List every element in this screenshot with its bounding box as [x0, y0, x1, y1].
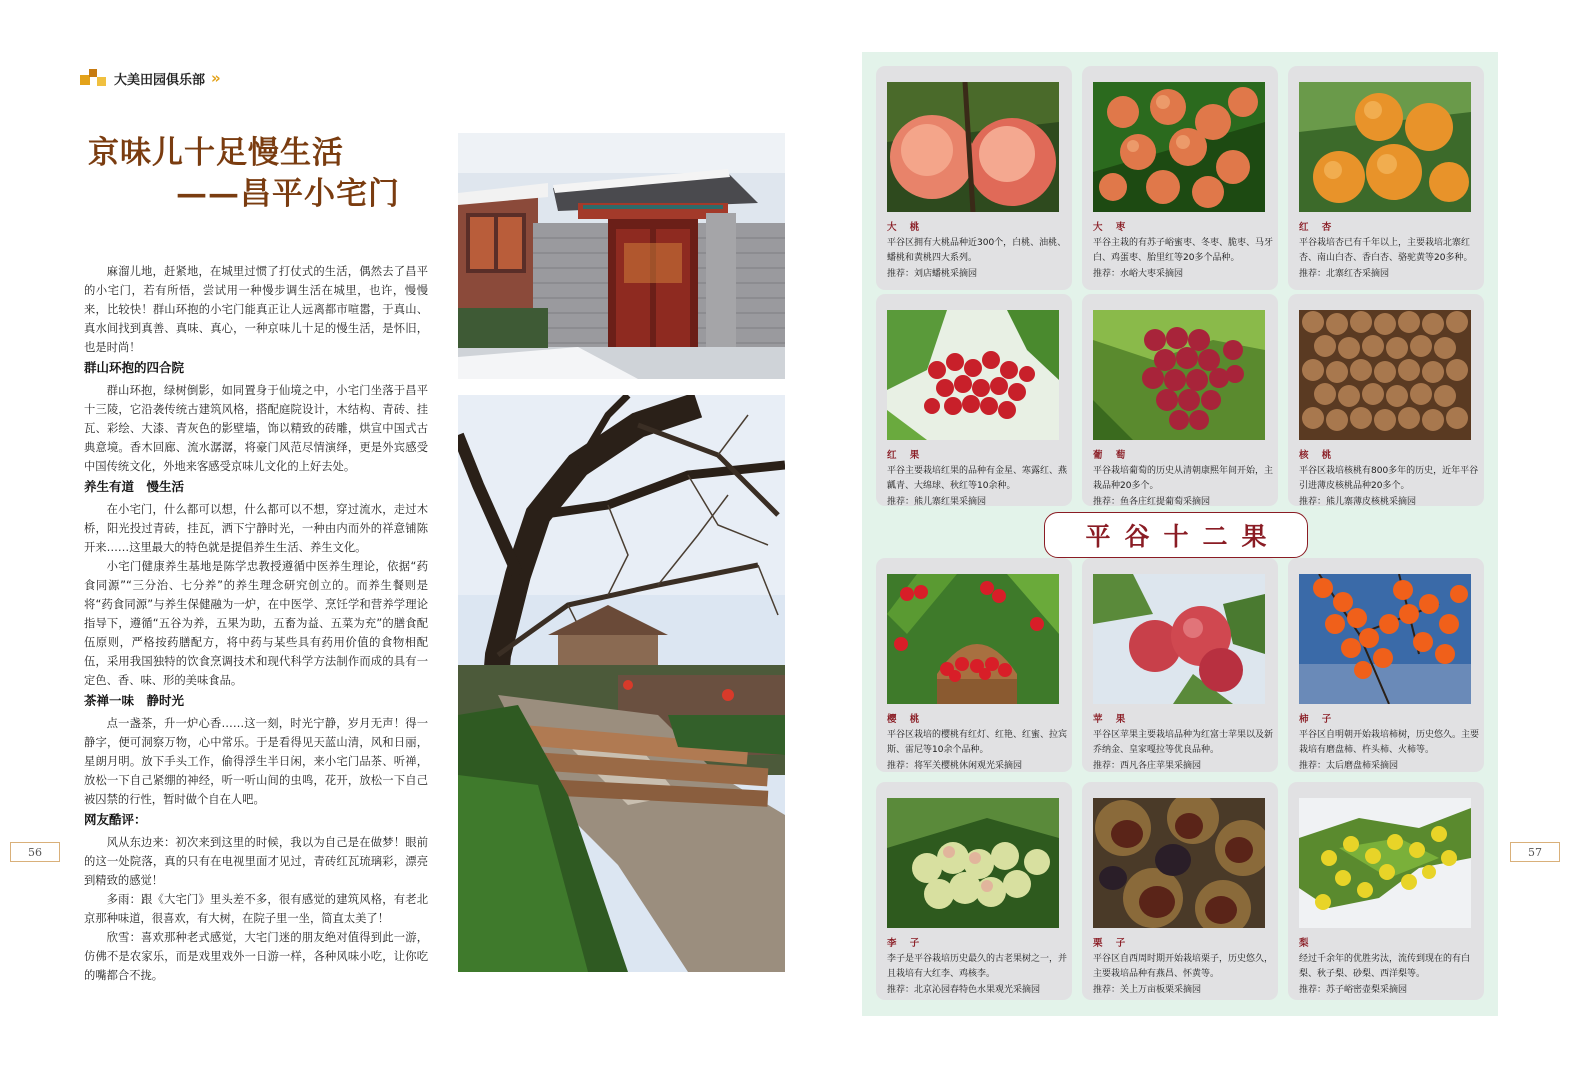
courtyard-gate-photo [458, 133, 785, 379]
section-heading: 群山环抱的四合院 [84, 360, 185, 375]
fruit-description: 平谷栽培葡萄的历史从清朝康熙年间开始，主栽品种20多个。 [1093, 465, 1274, 491]
fruit-name: 梨 [1299, 938, 1314, 949]
cherry-photo-icon [887, 574, 1059, 704]
fruit-description: 平谷区栽培的樱桃有红灯、红艳、红蜜、拉宾斯、雷尼等10余个品种。 [887, 729, 1068, 755]
fruit-card-peach [876, 66, 1072, 290]
apricot-photo-icon [1299, 82, 1471, 212]
fruit-name: 核 桃 [1299, 450, 1337, 461]
fruit-recommendation: 推荐：西凡各庄苹果采摘园 [1093, 760, 1202, 771]
fruit-card-walnut [1288, 294, 1484, 506]
article-title: 京味儿十足慢生活 [88, 135, 344, 171]
fruit-card-cherry [876, 558, 1072, 772]
fruit-recommendation: 推荐：刘店蟠桃采摘园 [887, 268, 978, 279]
section-heading: 茶禅一味 静时光 [84, 693, 185, 708]
page-number-right: 57 [1510, 842, 1560, 862]
peach-photo-icon [887, 82, 1059, 212]
fruit-recommendation: 推荐：太后磨盘柿采摘园 [1299, 760, 1399, 771]
paragraph: 点一盏茶，升一炉心香……这一刻，时光宁静，岁月无声！得一静字，便可洞察万物，心中常乐。于是看得见天蓝山清，风和日丽，星朗月明。放下手头工作，偷得浮生半日闲，来小宅门品茶、听禅，放松一下自己紧绷的神经，听一听山间的虫鸣，花开，放松一下自己被囚禁的行性，暂时做个自在人吧。 [84, 717, 428, 806]
fruit-recommendation: 推荐：水峪大枣采摘园 [1093, 268, 1184, 279]
pear-photo-icon [1299, 798, 1471, 928]
fruit-name: 红 杏 [1299, 222, 1337, 233]
comment-paragraph: 风从东边来：初次来到这里的时候，我以为自己是在做梦！眼前的这一处院落，真的只有在电视里面才见过，青砖红瓦琉璃彩，漂亮到精致的感觉！ [84, 836, 428, 887]
fruit-description: 平谷区拥有大桃品种近300个，白桃、油桃、蟠桃和黄桃四大系列。 [887, 237, 1067, 263]
article-subtitle: ——昌平小宅门 [176, 176, 400, 212]
fruit-recommendation: 推荐：将军关樱桃休闲观光采摘园 [887, 760, 1023, 771]
fruit-card-pear [1288, 782, 1484, 1000]
apple-photo-icon [1093, 574, 1265, 704]
fruit-recommendation: 推荐：鱼各庄红提葡萄采摘园 [1093, 496, 1211, 507]
fruit-description: 平谷栽培杏已有千年以上，主要栽培北寨红杏、南山白杏、香白杏、骆驼黄等20多种。 [1299, 237, 1473, 263]
fruit-card-hawthorn [876, 294, 1072, 506]
fruit-description: 平谷区苹果主要栽培品种为红富士苹果以及新乔纳金、皇家嘎拉等优良品种。 [1093, 729, 1274, 755]
fruit-name: 栗 子 [1093, 938, 1131, 949]
jujube-photo-icon [1093, 82, 1265, 212]
fruit-name: 柿 子 [1299, 714, 1337, 725]
hawthorn-photo-icon [887, 310, 1059, 440]
fruit-name: 红 果 [887, 450, 925, 461]
fruit-description: 经过千余年的优胜劣汰，流传到现在的有白梨、秋子梨、砂梨、西洋梨等。 [1299, 953, 1471, 979]
fruit-recommendation: 推荐：熊儿寨薄皮核桃采摘园 [1299, 496, 1417, 507]
garden-tree-photo [458, 395, 785, 972]
grape-photo-icon [1093, 310, 1265, 440]
fruit-name: 李 子 [887, 938, 925, 949]
article-body [84, 262, 428, 985]
fruit-name: 葡 萄 [1093, 450, 1131, 461]
double-chevron-icon: » [211, 69, 217, 87]
walnut-photo-icon [1299, 310, 1471, 440]
fruit-card-jujube [1082, 66, 1278, 290]
fruit-card-apple [1082, 558, 1278, 772]
fruit-description: 平谷主要栽培红果的品种有金星、寒露红、燕瓤青、大绵球、秋红等10余种。 [887, 465, 1068, 491]
fruit-description: 平谷区自明朝开始栽培柿树，历史悠久。主要栽培有磨盘柿、杵头柿、火柿等。 [1299, 729, 1480, 755]
fruit-name: 大 枣 [1093, 222, 1131, 233]
section-label: 大美田园俱乐部 [114, 72, 206, 88]
fruit-description: 平谷主栽的有苏子峪蜜枣、冬枣、脆枣、马牙白、鸡蛋枣、胎里红等20多个品种。 [1093, 237, 1274, 263]
paragraph: 群山环抱，绿树倒影，如同置身于仙境之中，小宅门坐落于昌平十三陵，它沿袭传统古建筑风格，搭配庭院设计，木结构、青砖、挂瓦、彩绘、大漆、青灰色的影壁墙，饰以精致的砖雕，烘宣中国式古典意境。香木回廊、流水潺潺，将豪门风范尽情演绎，更是外宾感受中国传统文化，外地来客感受京味儿文化的上好去处。 [84, 384, 428, 473]
fruit-description: 李子是平谷栽培历史最久的古老果树之一，并且栽培有大红李、鸡核李。 [887, 953, 1068, 979]
fruit-card-grape [1082, 294, 1278, 506]
section-heading: 网友酷评： [84, 812, 147, 827]
fruit-card-plum [876, 782, 1072, 1000]
fruit-card-persimmon [1288, 558, 1484, 772]
section-heading: 养生有道 慢生活 [84, 479, 185, 494]
fruit-recommendation: 推荐：苏子峪密壶梨采摘园 [1299, 984, 1408, 995]
plum-photo-icon [887, 798, 1059, 928]
intro-paragraph: 麻溜儿地，赶紧地，在城里过惯了打仗式的生活，偶然去了昌平的小宅门，若有所悟，尝试用一种慢步调生活在城里，也许，慢慢来，比较快！群山环抱的小宅门能真正让人远离都市喧嚣，于真山、真水间找到真善、真味、真心，一种京味儿十足的慢生活，是怀旧，也是时尚！ [84, 265, 428, 354]
fruit-name: 樱 桃 [887, 714, 925, 725]
paragraph: 小宅门健康养生基地是陈学忠教授遵循中医养生理论，依据“药食同源”“三分治、七分养”的养生理念研究创立的。而养生餐则是将“药食同源”与养生保健融为一炉，在中医学、烹饪学和营养学理论指导下，遵循“五谷为养，五果为助，五畜为益、五菜为充”的膳食配伍原则，严格按药膳配方，将中药与某些具有药用价值的食物相配伍，采用我国独特的饮食烹调技术和现代科学方法制作而成的具有一定色、香、味、形的美味食品。 [84, 560, 428, 687]
logo-squares-icon [80, 69, 108, 87]
comment-paragraph: 欣雪：喜欢那种老式感觉，大宅门迷的朋友绝对值得到此一游，仿佛不是农家乐，而是戏里戏外一日游一样，各种风味小吃，让你吃的嘴都合不拢。 [84, 931, 428, 982]
fruit-recommendation: 推荐：北寨红杏采摘园 [1299, 268, 1390, 279]
persimmon-photo-icon [1299, 574, 1471, 704]
fruit-name: 大 桃 [887, 222, 925, 233]
paragraph: 在小宅门，什么都可以想，什么都可以不想，穿过流水，走过木桥，阳光投过青砖，挂瓦，洒下宁静时光，一种由内而外的祥意铺陈开来……这里最大的特色就是提倡养生生活、养生文化。 [84, 503, 428, 554]
fruit-card-apricot [1288, 66, 1484, 290]
section-header [80, 68, 217, 88]
fruit-description: 平谷区自西周时期开始栽培栗子，历史悠久，主要栽培品种有燕昌、怀黄等。 [1093, 953, 1274, 979]
chestnut-photo-icon [1093, 798, 1265, 928]
fruit-recommendation: 推荐：熊儿寨红果采摘园 [887, 496, 987, 507]
fruit-recommendation: 推荐：北京沁园春特色水果观光采摘园 [887, 984, 1041, 995]
comment-paragraph: 多雨：跟《大宅门》里头差不多，很有感觉的建筑风格，有老北京那种味道，很喜欢，有大树，在院子里一坐，简直太美了！ [84, 893, 428, 925]
fruit-description: 平谷区栽培核桃有800多年的历史，近年平谷引进薄皮核桃品种20多个。 [1299, 465, 1479, 491]
fruit-recommendation: 推荐：关上万亩板栗采摘园 [1093, 984, 1202, 995]
page-number-left: 56 [10, 842, 60, 862]
fruit-card-chestnut [1082, 782, 1278, 1000]
fruit-name: 苹 果 [1093, 714, 1131, 725]
section-banner: 平谷十二果 [1044, 512, 1308, 558]
